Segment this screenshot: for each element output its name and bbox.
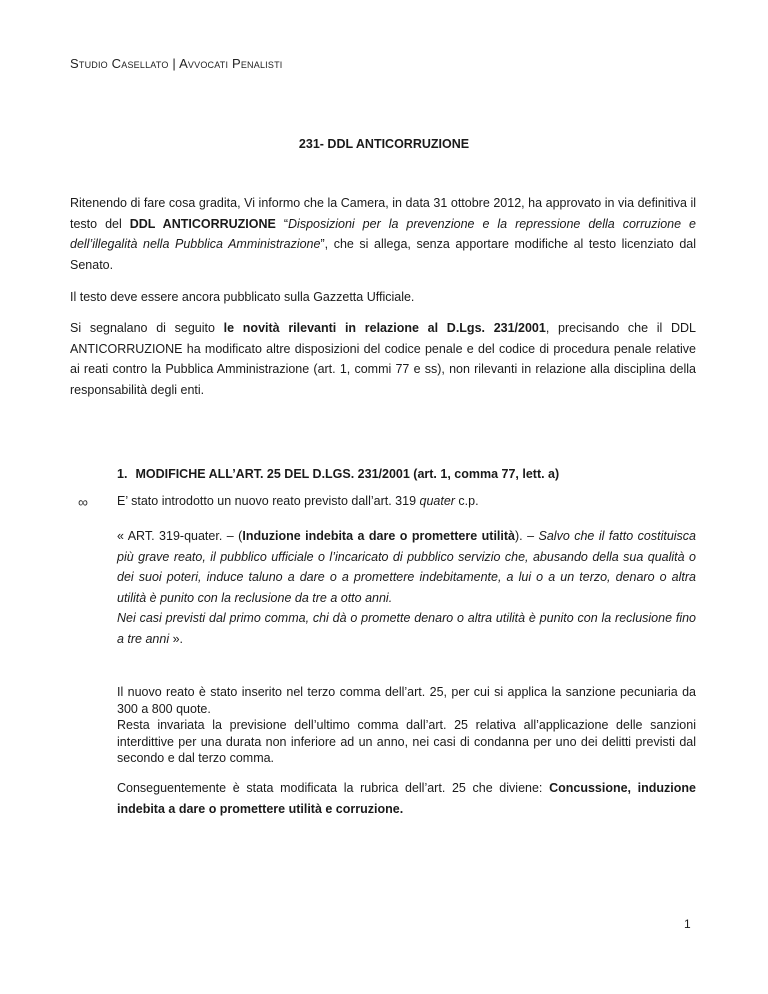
- section-number: 1.: [117, 467, 128, 481]
- bullet-item: [117, 491, 696, 512]
- intro-law-title: Disposizioni per la prevenzione e la repressione della corruzione e dell’illegalità nella Pubblica Amministrazione: [70, 216, 696, 251]
- intro-text-3: ”, che si allega, senza apportare modifiche al testo licenziato dal Senato.: [70, 237, 696, 272]
- section-title: MODIFICHE ALL’ART. 25 DEL D.LGS. 231/2001 (art. 1, comma 77, lett. a): [135, 467, 560, 481]
- firm-subtitle: Avvocati Penalisti: [179, 56, 283, 71]
- header-separator: |: [172, 56, 176, 71]
- gazzetta-paragraph: Il testo deve essere ancora pubblicato sulla Gazzetta Ufficiale.: [70, 290, 415, 304]
- bullet-quater: quater: [419, 494, 455, 508]
- section-heading: [117, 467, 717, 481]
- page-number: 1: [684, 917, 691, 931]
- quote-open: « ART. 319-quater. – (: [117, 529, 243, 543]
- bullet-text: E’ stato introdotto un nuovo reato previsto dall’art. 319: [117, 494, 420, 508]
- invariata-text: Resta invariata la previsione dell’ultimo comma dall’art. 25 relativa all’applicazione delle sanzioni interdittive per una durata non inferiore ad un anno, nei casi di condanna per uno dei delitti previsti dal secondo e dal terzo comma.: [117, 718, 696, 765]
- novita-bold: le novità rilevanti in relazione al D.Lgs. 231/2001: [223, 321, 546, 335]
- quote-rubric: Induzione indebita a dare o promettere utilità: [242, 529, 515, 543]
- rubrica-bold: Concussione, induzione indebita a dare o promettere utilità e corruzione.: [117, 781, 697, 816]
- nuovo-reato-paragraph: [117, 684, 696, 767]
- rubrica-paragraph: [117, 778, 696, 819]
- quote-close: ».: [169, 631, 184, 646]
- novita-text-2: , precisando che il DDL ANTICORRUZIONE ha modificato altre disposizioni del codice penale e del codice di procedura penale relative ai reati contro la Pubblica Amministrazione (art. 1, commi 77 e ss), non rilevanti in relazione alla disciplina della responsabilità degli enti.: [70, 321, 697, 397]
- novita-paragraph: [70, 318, 696, 400]
- bullet-infinity-icon: ∞: [78, 494, 88, 510]
- quote-comma-1: Salvo che il fatto costituisca più grave reato, il pubblico ufficiale o l’incaricato di pubblico servizio che, abusando della sua qualità o dei suoi poteri, induce taluno a dare o a promettere indebitamente, a lui o a un terzo, denaro o altra utilità è punito con la reclusione da tre a otto anni.: [117, 529, 697, 605]
- document-title: 231- DDL ANTICORRUZIONE: [298, 137, 470, 151]
- quoted-article: [117, 526, 696, 649]
- intro-ddl-bold: DDL ANTICORRUZIONE: [129, 216, 276, 231]
- firm-name: Studio Casellato: [70, 56, 169, 71]
- rubrica-text: Conseguentemente è stata modificata la rubrica dell’art. 25 che diviene:: [117, 781, 550, 795]
- intro-text-2: , in data 31 ottobre 2012, ha approvato in via definitiva il testo del: [70, 196, 697, 231]
- intro-quote-open: “: [275, 216, 289, 231]
- intro-camera: Camera: [340, 196, 386, 210]
- nuovo-reato-text: Il nuovo reato è stato inserito nel terzo comma dell’art. 25, per cui si applica la sanzione pecuniaria da 300 a 800 quote.: [117, 685, 696, 716]
- novita-text: Si segnalano di seguito: [70, 321, 224, 335]
- firm-header: [70, 56, 282, 71]
- intro-text: Ritenendo di fare cosa gradita, Vi informo che la: [70, 196, 341, 210]
- quote-sep: ). –: [514, 529, 539, 543]
- quote-comma-2: Nei casi previsti dal primo comma, chi dà o promette denaro o altra utilità è punito con la reclusione fino a tre anni: [117, 611, 696, 646]
- intro-paragraph: [70, 193, 696, 275]
- bullet-text-2: c.p.: [454, 494, 479, 508]
